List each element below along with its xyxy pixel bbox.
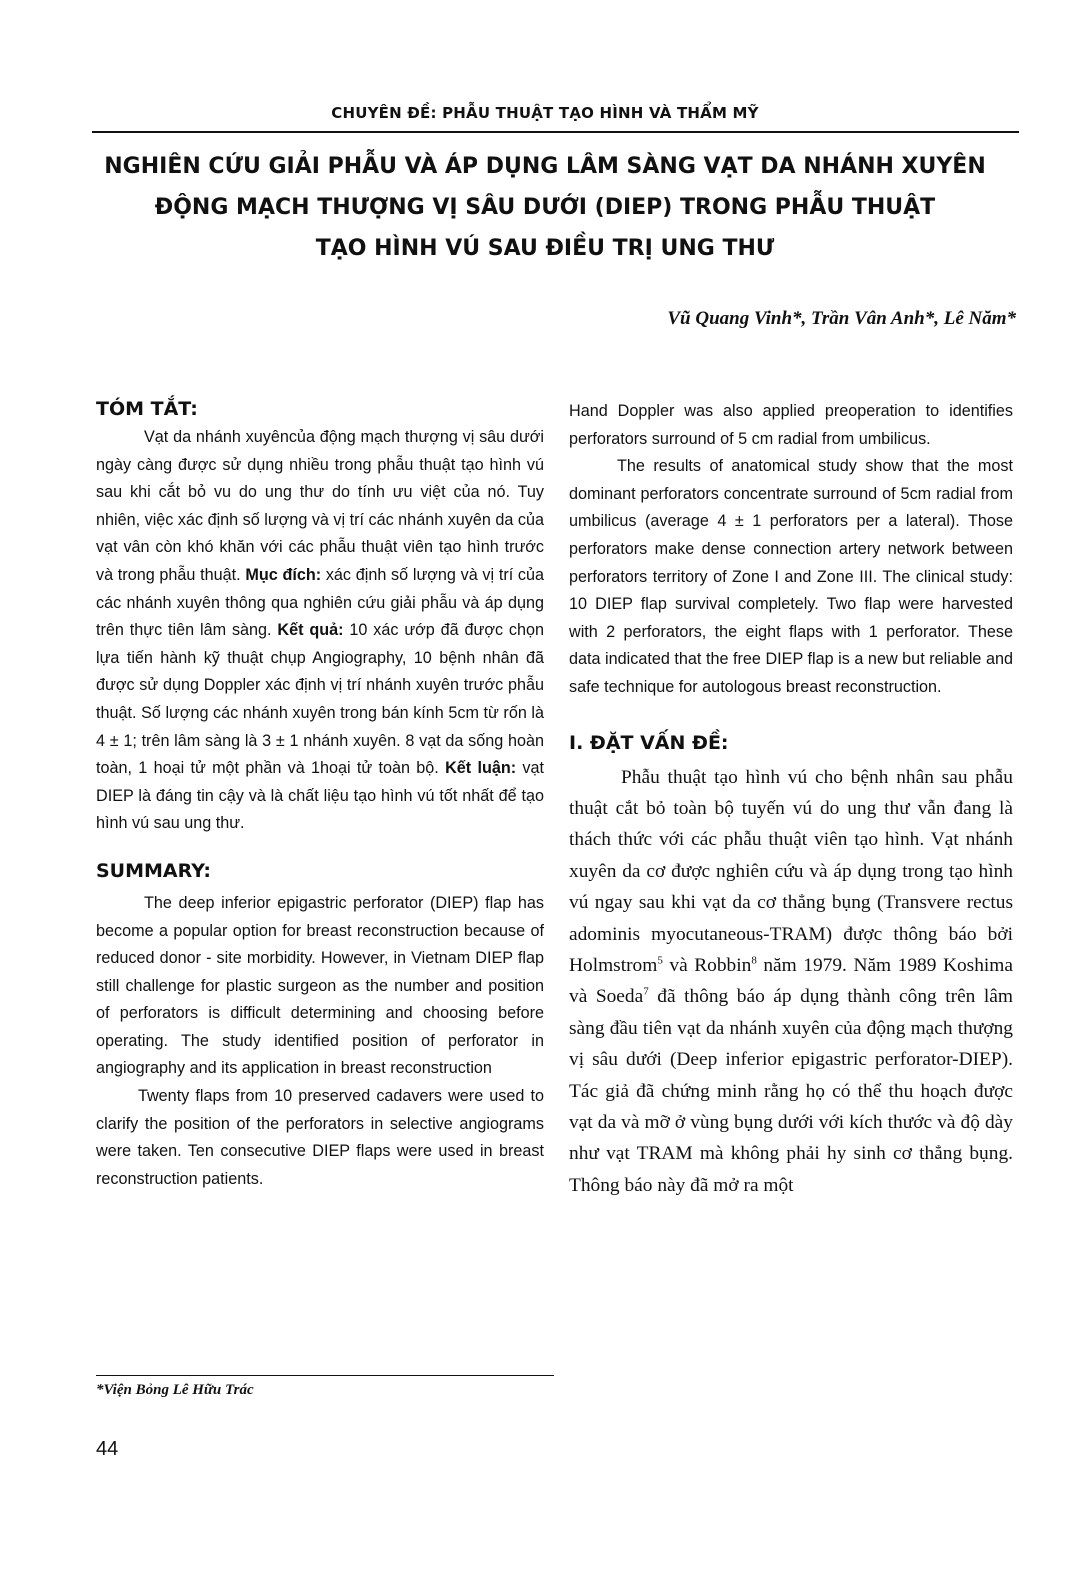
abstract-vn-text bbox=[96, 424, 544, 838]
title-line-1: NGHIÊN CỨU GIẢI PHẪU VÀ ÁP DỤNG LÂM SÀNG VẠT DA NHÁNH XUYÊN bbox=[104, 154, 986, 179]
article-title bbox=[60, 146, 1030, 269]
title-line-3: TẠO HÌNH VÚ SAU ĐIỀU TRỊ UNG THƯ bbox=[315, 236, 775, 261]
right-column bbox=[569, 398, 1013, 1221]
reference-koshima: 7 bbox=[643, 985, 649, 998]
summary-heading: SUMMARY: bbox=[96, 859, 211, 882]
conclusion-label: Kết luận: bbox=[445, 759, 517, 778]
section-header: CHUYÊN ĐỀ: PHẪU THUẬT TẠO HÌNH VÀ THẨM MỸ bbox=[331, 104, 759, 122]
aim-text: xác định số lượng và vị trí của các nhánh xuyên thông qua nghiên cứu giải phẫu và áp dụng trên thực tiên lâm sàng. bbox=[96, 565, 545, 640]
summary-text bbox=[96, 890, 544, 1194]
intro-text-part-d: đã thông báo áp dụng thành công trên lâm sàng đầu tiên vạt da nhánh xuyên của động mạch thượng vị sâu dưới (Deep inferior epigastric perforator-DIEP). Tác giả đã chứng minh rằng họ có thể thu hoạch được vạt da và mỡ ở vùng bụng dưới với kích thước và độ dày như vạt TRAM mà không phải hy sinh cơ thẳng bụng. Thông báo này đã mở ra một bbox=[569, 986, 1013, 1196]
footnote-divider bbox=[96, 1375, 554, 1376]
abstract-vn-heading: TÓM TẮT: bbox=[96, 398, 198, 420]
results-text: 10 xác ướp đã được chọn lựa tiến hành kỹ thuật chụp Angiography, 10 bệnh nhân đã được sử dụng Doppler xác định vị trí nhánh xuyên trước phẫu thuật. Số lượng các nhánh xuyên trong bán kính 5cm từ rốn là 4 ± 1; trên lâm sàng là 3 ± 1 nhánh xuyên. 8 vạt da sống hoàn toàn, 1 hoại tử một phần và 1hoại tử toàn bộ. bbox=[96, 621, 545, 778]
abstract-vn-intro: Vạt da nhánh xuyêncủa động mạch thượng vị sâu dưới ngày càng được sử dụng nhiều trong phẫu thuật tạo hình vú sau khi cắt bỏ vu do ung thư do tính ưu việt của nó. Tuy nhiên, việc xác định số lượng và vị trí các nhánh xuyên da của vạt vân còn khó khăn với các phẫu thuật viên tạo hình trước và trong phẫu thuật. bbox=[96, 428, 544, 584]
intro-text-part-a: Phẫu thuật tạo hình vú cho bệnh nhân sau phẫu thuật cắt bỏ toàn bộ tuyến vú do ung thư vẫn đang là thách thức với các phẫu thuật viên tạo hình. Vạt nhánh xuyên da cơ được nghiên cứu và áp dụng trong tạo hình vú ngay sau khi vạt da cơ thẳng bụng (Transvere rectus adominis myocutaneous-TRAM) được thông báo bởi Holmstrom bbox=[569, 766, 1013, 976]
authors: Vũ Quang Vinh*, Trần Vân Anh*, Lê Năm* bbox=[667, 308, 1016, 329]
reference-holmstrom: 5 bbox=[657, 954, 663, 967]
intro-text-part-c: năm 1979. Năm 1989 Koshima và Soeda bbox=[569, 954, 1013, 1008]
intro-text bbox=[569, 762, 1013, 1202]
header-divider bbox=[92, 131, 1019, 133]
reference-robbin: 8 bbox=[751, 954, 757, 967]
footnote: *Viện Bỏng Lê Hữu Trác bbox=[96, 1382, 254, 1398]
intro-heading: I. ĐẶT VẤN ĐỀ: bbox=[569, 731, 729, 754]
summary-paragraph-2: Twenty flaps from 10 preserved cadavers were used to clarify the position of the perforators in selective angiograms were taken. Ten consecutive DIEP flaps were used in breast reconstruction patients. bbox=[96, 1087, 544, 1188]
intro-text-part-b: và Robbin bbox=[662, 954, 752, 976]
aim-label: Mục đích: bbox=[245, 565, 322, 584]
conclusion-text: vạt DIEP là đáng tin cậy và là chất liệu tạo hình vú tốt nhất để tạo hình vú sau ung thư. bbox=[96, 759, 544, 833]
title-line-2: ĐỘNG MẠCH THƯỢNG VỊ SÂU DƯỚI (DIEP) TRONG PHẪU THUẬT bbox=[154, 195, 936, 220]
results-label: Kết quả: bbox=[277, 621, 344, 640]
left-column bbox=[96, 398, 544, 1193]
summary-paragraph-1: The deep inferior epigastric perforator (DIEP) flap has become a popular option for breast reconstruction because of reduced donor - site morbidity. However, in Vietnam DIEP flap still challenge for plastic surgeon as the number and position of perforators is difficult determining and choosing before operating. The study identified position of perforator in angiography and its application in breast reconstruction bbox=[96, 893, 544, 1078]
summary-paragraph-3: Hand Doppler was also applied preoperation to identifies perforators surround of 5 cm radial from umbilicus. bbox=[569, 402, 1013, 448]
page-number: 44 bbox=[96, 1438, 119, 1460]
summary-paragraph-4: The results of anatomical study show that the most dominant perforators concentrate surround of 5cm radial from umbilicus (average 4 ± 1 perforators per a lateral). Those perforators make dense connection artery network between perforators territory of Zone I and Zone III. The clinical study: 10 DIEP flap survival completely. Two flap were harvested with 2 perforators, the eight flaps with 1 perforator. These data indicated that the free DIEP flap is a new but reliable and safe technique for autologous breast reconstruction. bbox=[569, 457, 1013, 696]
